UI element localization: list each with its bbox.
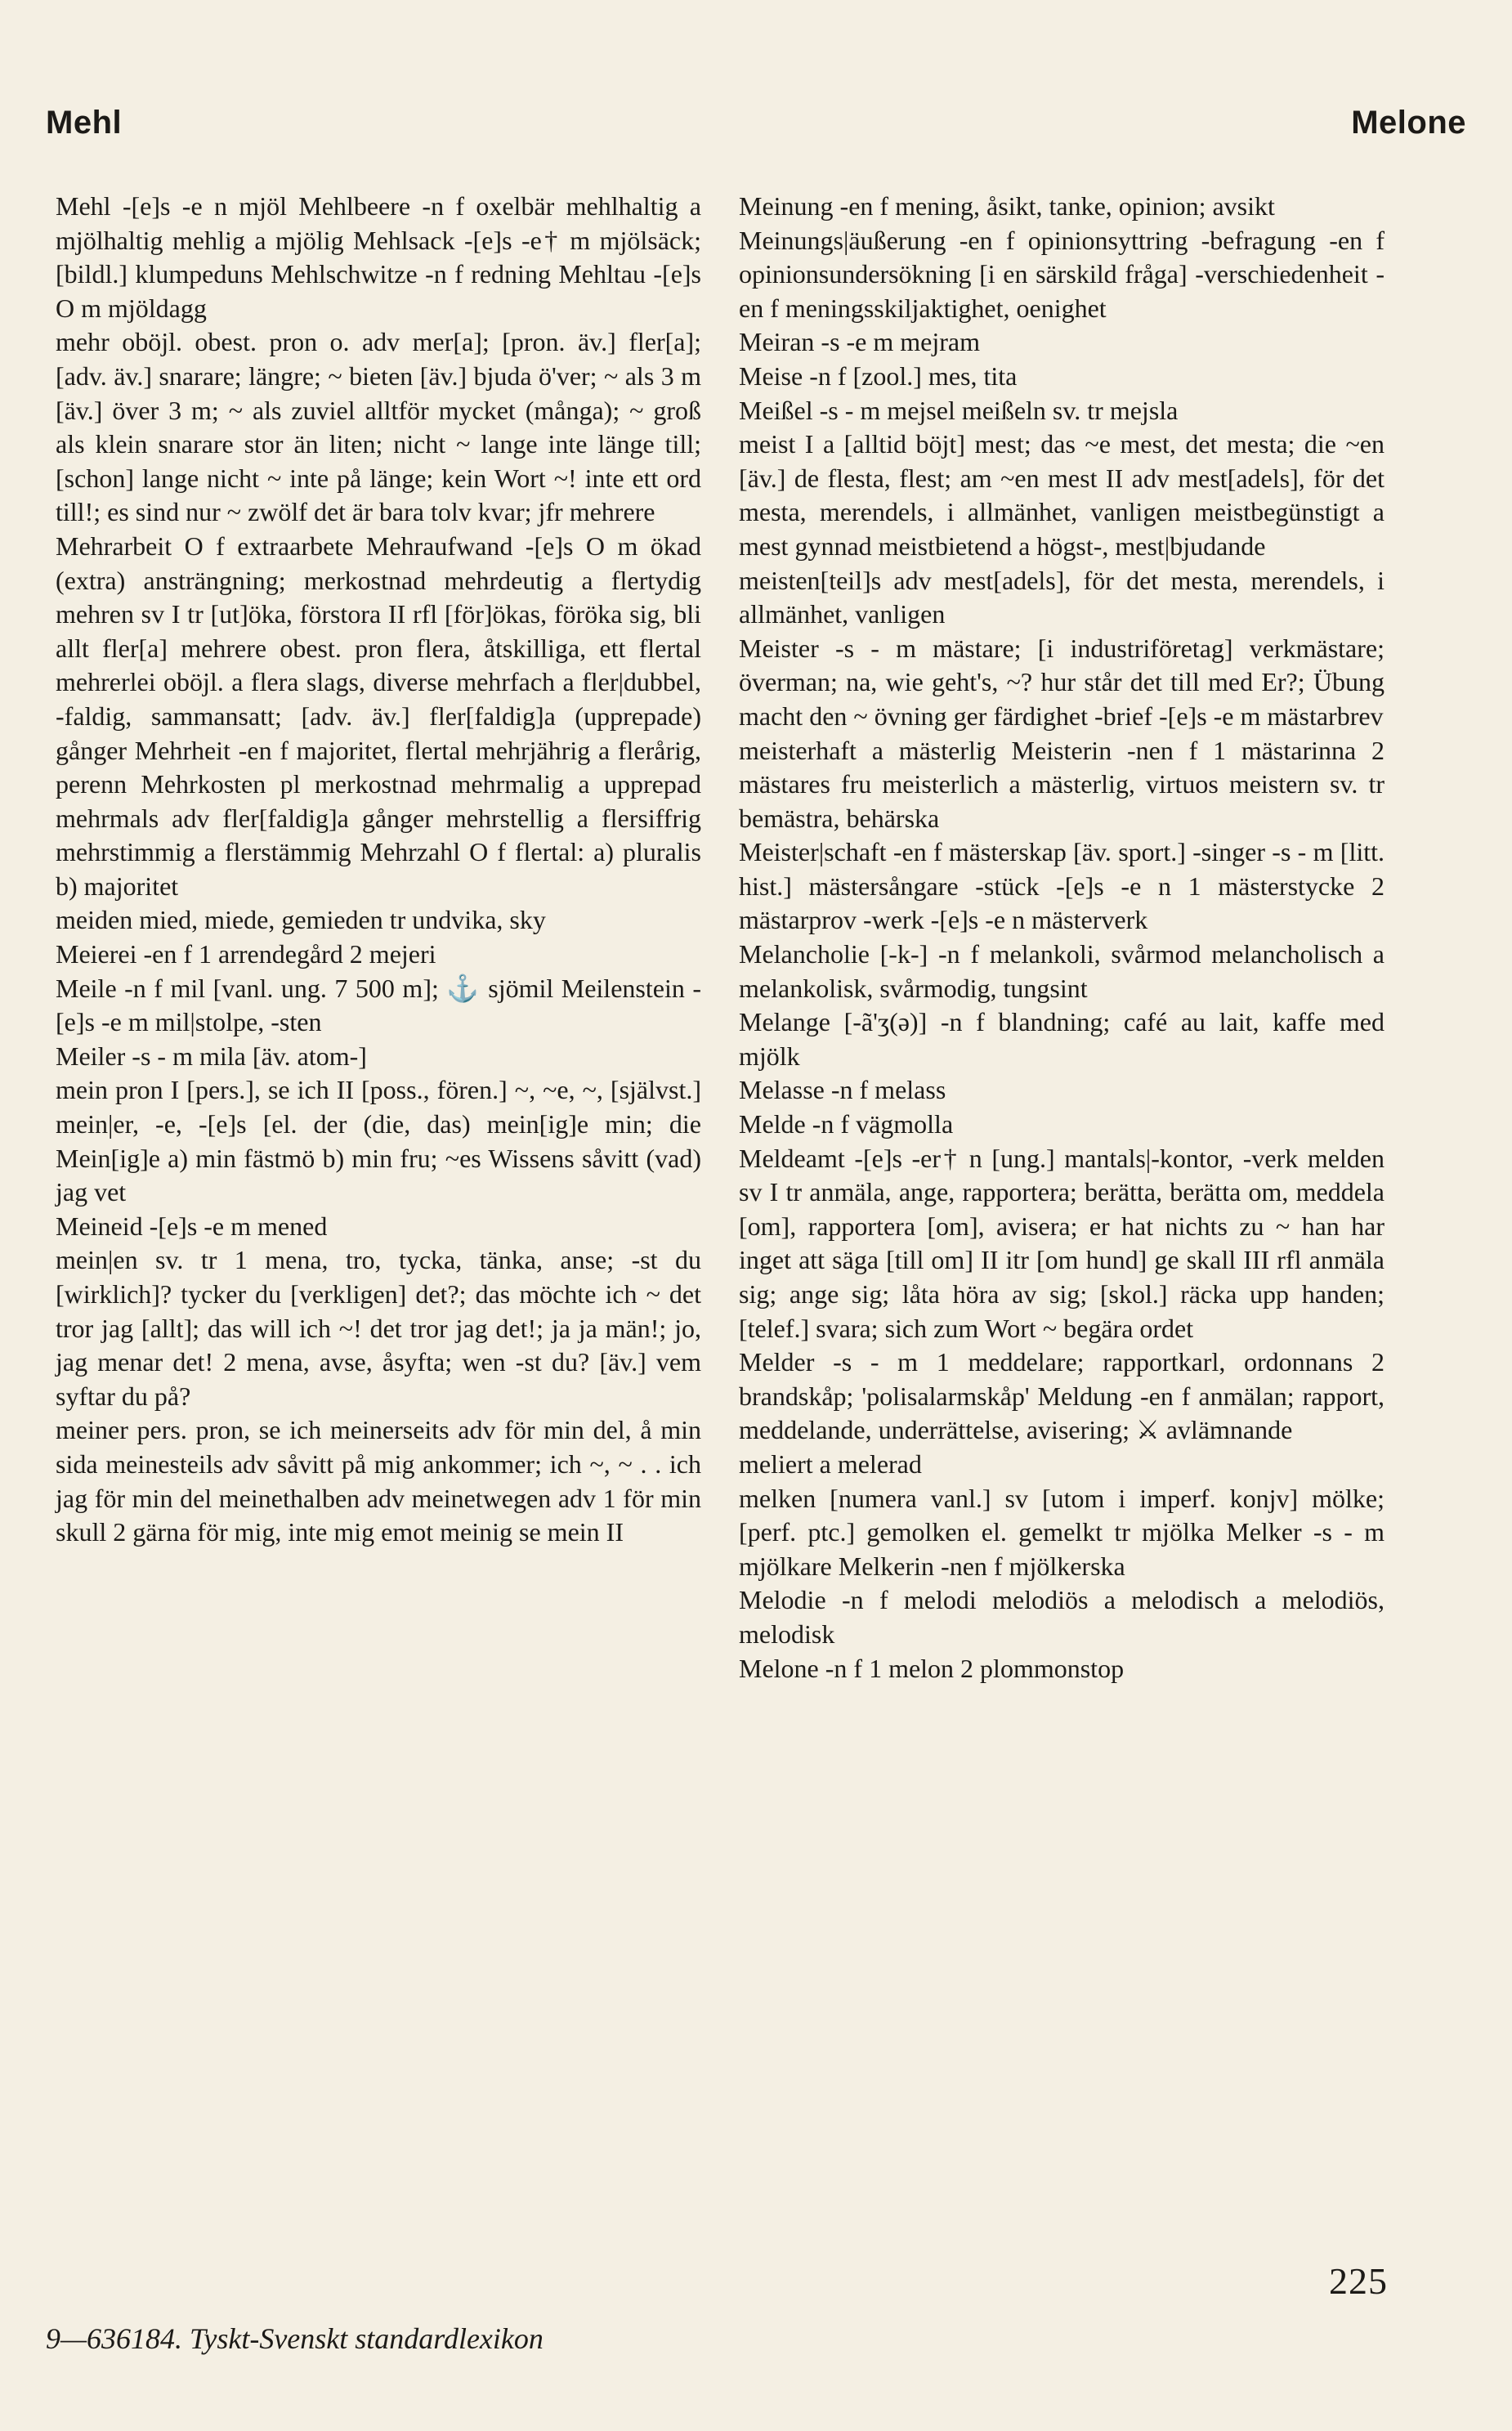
entry-meiner: meiner pers. pron, se ich meinerseits adv för min del, å min sida meinesteils adv såvitt på mig ankommer; ich ~, ~ . . ich jag för min del meinethalben adv meinetwegen adv 1 för min skull 2 gärna för mig, inte mig emot meinig se mein II — [56, 1415, 701, 1547]
entry-melder: Melder -s - m 1 meddelare; rapportkarl, ordonnans 2 brandskåp; 'polisalarmskåp' Meldung -en f anmälan; rapport, meddelande, underrättelse, avisering; ⚔ avlämnande — [739, 1347, 1385, 1445]
entry-meisterhaft: meisterhaft a mästerlig Meisterin -nen f 1 mästarinna 2 mästares fru meisterlich a mästerlig, virtuos meistern sv. tr bemästra, behärska — [739, 735, 1385, 833]
entry-melde: Melde -n f vägmolla — [739, 1109, 954, 1139]
entry-melone: Melone -n f 1 melon 2 plommonstop — [739, 1653, 1125, 1683]
entry-melken: melken [numera vanl.] sv [utom i imperf. konjv] mölke; [perf. ptc.] gemolken el. gemelkt tr mjölka Melker -s - m mjölkare Melkerin -nen f mjölkerska — [739, 1483, 1385, 1581]
entry-melodie: Melodie -n f melodi melodiös a melodisch a melodiös, melodisk — [739, 1585, 1385, 1649]
entry-meiran: Meiran -s -e m mejram — [739, 327, 980, 357]
entry-meiler: Meiler -s - m mila [äv. atom-] — [56, 1041, 367, 1071]
entry-meierei: Meierei -en f 1 arrendegård 2 mejeri — [56, 939, 436, 969]
entry-meist: meist I a [alltid böjt] mest; das ~e mest, det mesta; die ~en [äv.] de flesta, flest; am ~en mest II adv mest[adels], för det mesta, merendels, i allmänhet, vanligen meistbegünstigt a mest gynnad meistbietend a högst-, mest|bjudande — [739, 429, 1385, 561]
entry-melasse: Melasse -n f melass — [739, 1075, 946, 1105]
entry-meldeamt: Meldeamt -[e]s -er† n [ung.] mantals|-kontor, -verk melden sv I tr anmäla, ange, rapportera; berätta, berätta om, meddela [om], rapportera [om], avisera; er hat nichts zu ~ han har inget att säga [till om] II itr [om hund] ge skall III rfl anmäla sig; ange sig; låta höra av sig; [skol.] räcka upp handen; [telef.] svara; sich zum Wort ~ begära ordet — [739, 1143, 1385, 1343]
entry-meiden: meiden mied, miede, gemieden tr undvika, sky — [56, 905, 546, 935]
entry-meissel: Meißel -s - m mejsel meißeln sv. tr mejsla — [739, 395, 1179, 425]
entry-melancholie: Melancholie [-k-] -n f melankoli, svårmod melancholisch a melankolisk, svårmodig, tungsint — [739, 939, 1385, 1003]
running-head-right: Melone — [1351, 105, 1466, 141]
page-number: 225 — [1329, 2260, 1388, 2302]
left-column — [56, 190, 701, 1550]
entry-meliert: meliert a melerad — [739, 1448, 922, 1479]
entry-melange: Melange [-ã'ʒ(ə)] -n f blandning; café au lait, kaffe med mjölk — [739, 1007, 1385, 1071]
entry-meinen: mein|en sv. tr 1 mena, tro, tycka, tänka, anse; -st du [wirklich]? tycker du [verkligen] det?; das möchte ich ~ det tror jag [allt]; das will ich ~! det tror jag det!; ja ja män!; jo, jag menar det! 2 mena, avse, åsyfta; wen -st du? [äv.] vem syftar du på? — [56, 1245, 701, 1411]
entry-meile: Meile -n f mil [vanl. ung. 7 500 m]; ⚓ sjömil Meilenstein -[e]s -e m mil|stolpe, -sten — [56, 973, 701, 1037]
entry-meineid: Meineid -[e]s -e m mened — [56, 1211, 328, 1241]
entry-meinung: Meinung -en f mening, åsikt, tanke, opinion; avsikt — [739, 191, 1275, 221]
entry-mehl: Mehl -[e]s -e n mjöl Mehlbeere -n f oxelbär mehlhaltig a mjölhaltig mehlig a mjölig Mehlsack -[e]s -e† m mjölsäck; [bildl.] klumpeduns Mehlschwitze -n f redning Mehltau -[e]s O m mjöldagg — [56, 191, 701, 323]
entry-meistenteils: meisten[teil]s adv mest[adels], för det mesta, merendels, i allmänhet, vanligen — [739, 565, 1385, 629]
entry-mehr: mehr oböjl. obest. pron o. adv mer[a]; [pron. äv.] fler[a]; [adv. äv.] snarare; längre; ~ bieten [äv.] bjuda ö'ver; ~ als 3 m [äv.] över 3 m; ~ als zuviel alltför mycket (många); ~ groß als klein snarare stor än liten; nicht ~ lange inte länge till; [schon] lange nicht ~ inte på länge; kein Wort ~! inte ett ord till!; es sind nur ~ zwölf det är bara tolv kvar; jfr mehrere — [56, 327, 701, 527]
entry-meinungsaeusserung: Meinungs|äußerung -en f opinionsyttring -befragung -en f opinionsundersökning [i en särskild fråga] -verschiedenheit -en f meningsskiljaktighet, oenighet — [739, 225, 1385, 323]
footer-signature: 9—636184. Tyskt-Svenskt standardlexikon — [46, 2322, 544, 2355]
entry-mehrarbeit: Mehrarbeit O f extraarbete Mehraufwand -[e]s O m ökad (extra) ansträngning; merkostnad mehrdeutig a flertydig mehren sv I tr [ut]öka, förstora II rfl [för]ökas, föröka sig, bli allt fler[a] mehrere obest. pron flera, åtskilliga, ett flertal mehrerlei oböjl. a flera slags, diverse mehrfach a fler|dubbel, -faldig, sammansatt; [adv. äv.] fler[faldig]a (upprepade) gånger Mehrheit -en f majoritet, flertal mehrjährig a flerårig, perenn Mehrkosten pl merkostnad mehrmalig a upprepad mehrmals adv fler[faldig]a gånger mehrstellig a flersiffrig mehrstimmig a flerstämmig Mehrzahl O f flertal: a) pluralis b) majoritet — [56, 531, 701, 901]
running-head-left: Mehl — [46, 105, 123, 141]
entry-mein: mein pron I [pers.], se ich II [poss., fören.] ~, ~e, ~, [självst.] mein|er, -e, -[e]s [el. der (die, das) mein[ig]e min; die Mein[ig]e a) min fästmö b) min fru; ~es Wissens såvitt (vad) jag vet — [56, 1075, 701, 1207]
entry-meise: Meise -n f [zool.] mes, tita — [739, 360, 1018, 391]
entry-meister: Meister -s - m mästare; [i industriföretag] verkmästare; överman; na, wie geht's, ~? hur står det till med Er?; Übung macht den ~ övning ger färdighet -brief -[e]s -e m mästarbrev — [739, 633, 1385, 731]
right-column — [739, 190, 1385, 1686]
entry-meisterschaft: Meister|schaft -en f mästerskap [äv. sport.] -singer -s - m [litt. hist.] mästersångare -stück -[e]s -e n 1 mästerstycke 2 mästarprov -werk -[e]s -e n mästerverk — [739, 837, 1385, 935]
